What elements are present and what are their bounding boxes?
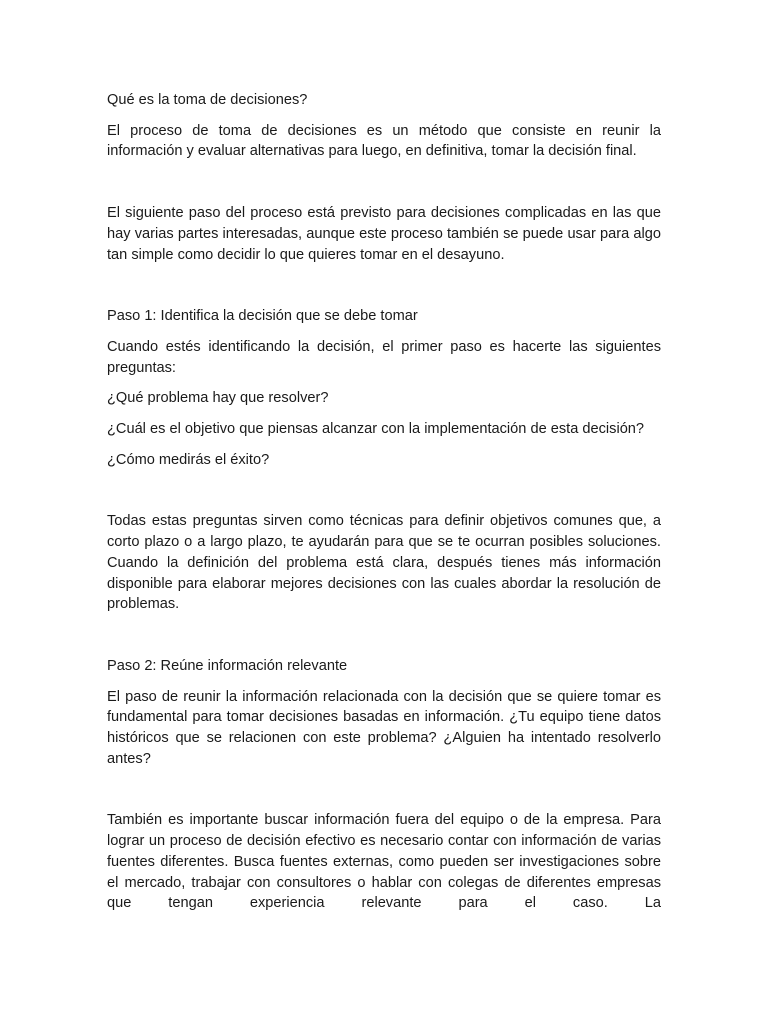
paragraph-gap xyxy=(107,625,661,656)
paragraph-gap xyxy=(107,275,661,306)
document-body xyxy=(107,90,661,924)
step2-body-2: También es importante buscar información fuera del equipo o de la empresa. Para lograr un proceso de decisión efectivo es necesario contar con información de varias fuentes diferentes. Busca fuentes externas, como pueden ser investigaciones sobre el mercado, trabajar con consultores o hablar con colegas de diferentes empresas que tengan experiencia relevante para el caso. La xyxy=(107,812,661,912)
step1-closing: Todas estas preguntas sirven como técnicas para definir objetivos comunes que, a corto plazo o a largo plazo, te ayudarán para que se te ocurran posibles soluciones. Cuando la definición del problema está clara, después tienes más información disponible para elaborar mejores decisiones con las cuales abordar la resolución de problemas. xyxy=(107,513,661,613)
intro-paragraph-2: El siguiente paso del proceso está previsto para decisiones complicadas en las que hay varias partes interesadas, aunque este proceso también se puede usar para algo tan simple como decidir lo que quieres tomar en el desayuno. xyxy=(107,205,661,263)
document-title: Qué es la toma de decisiones? xyxy=(107,92,308,108)
step2-body: El paso de reunir la información relacionada con la decisión que se quiere tomar es fundamental para tomar decisiones basadas en información. ¿Tu equipo tiene datos históricos que se relacionen con este problema? ¿Alguien ha intentado resolverlo antes? xyxy=(107,688,661,767)
step1-question-3: ¿Cómo medirás el éxito? xyxy=(107,451,270,468)
step2-heading: Paso 2: Reúne información relevante xyxy=(107,657,348,674)
paragraph-gap xyxy=(107,172,661,203)
step1-heading: Paso 1: Identifica la decisión que se debe tomar xyxy=(107,308,418,325)
step1-question-1: ¿Qué problema hay que resolver? xyxy=(107,390,329,407)
step1-lead: Cuando estés identificando la decisión, el primer paso es hacerte las siguientes preguntas: xyxy=(107,338,661,376)
step1-question-2: ¿Cuál es el objetivo que piensas alcanzar con la implementación de esta decisión? xyxy=(107,421,645,438)
paragraph-gap xyxy=(107,779,661,810)
intro-paragraph: El proceso de toma de decisiones es un método que consiste en reunir la información y evaluar alternativas para luego, en definitiva, tomar la decisión final. xyxy=(107,122,661,160)
paragraph-gap xyxy=(107,480,661,511)
